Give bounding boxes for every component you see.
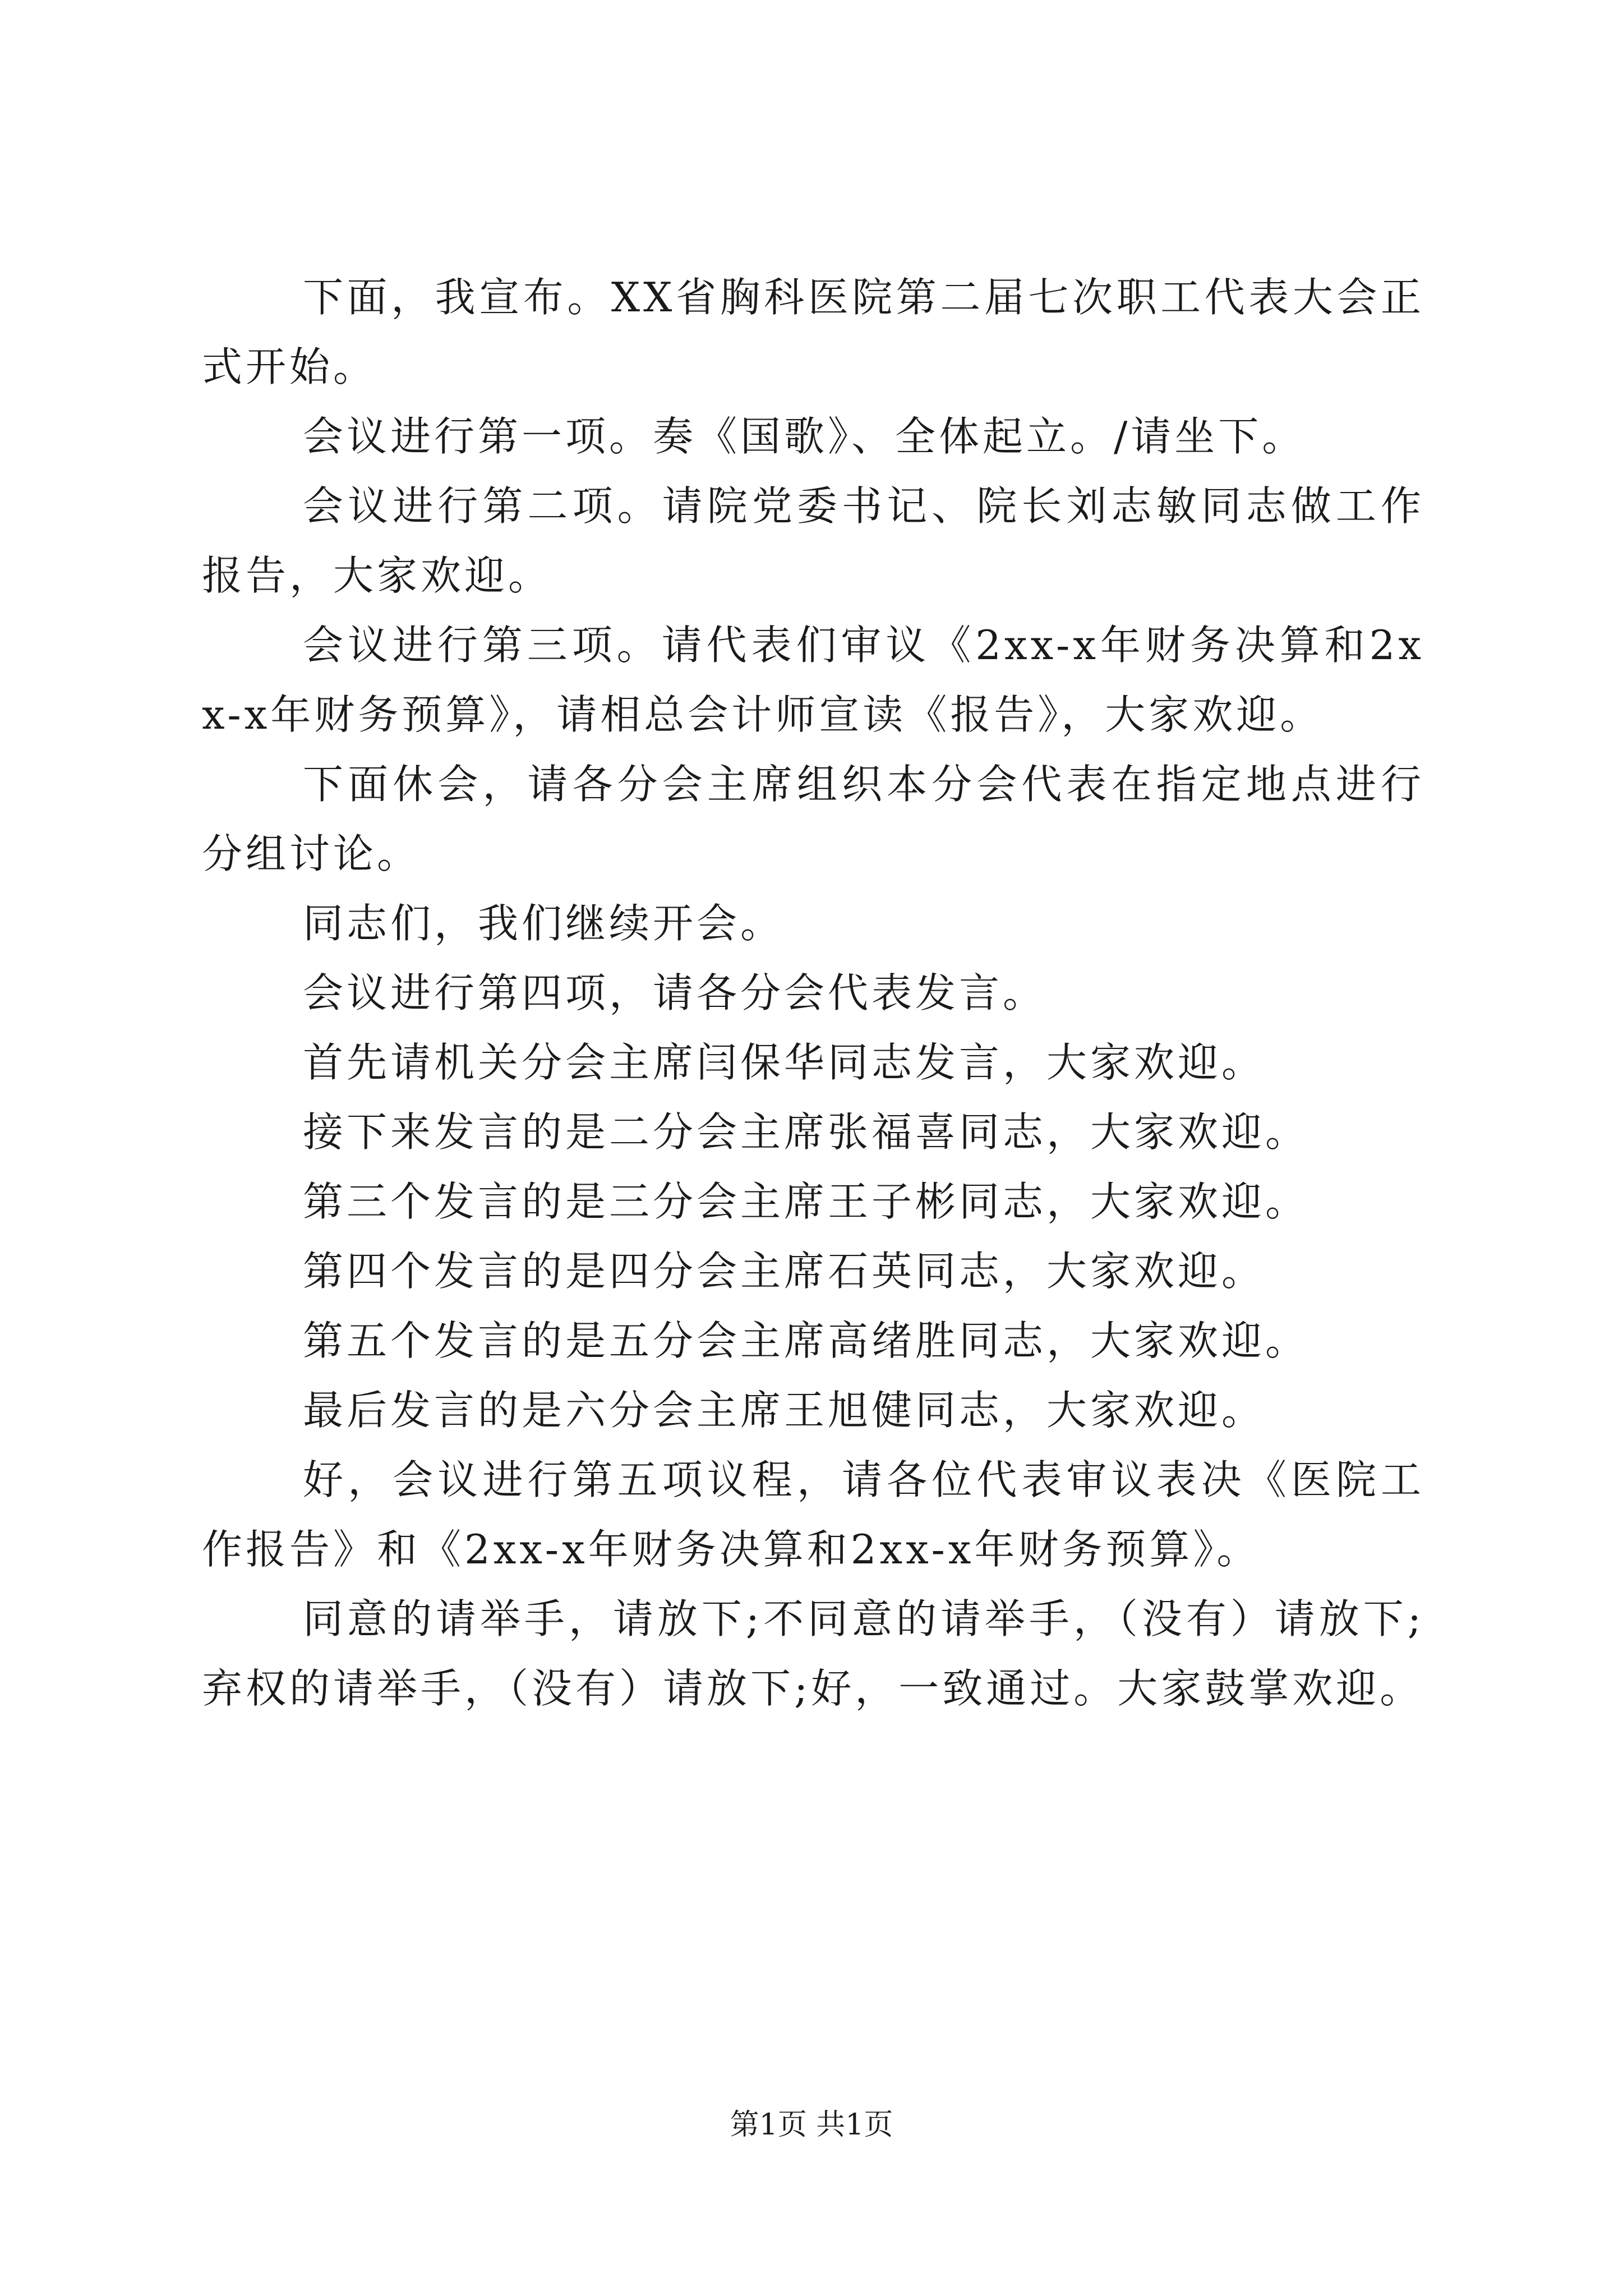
paragraph: 下面休会，请各分会主席组织本分会代表在指定地点进行分组讨论。 xyxy=(202,761,1424,877)
paragraph: 最后发言的是六分会主席王旭健同志，大家欢迎。 xyxy=(303,1387,1266,1434)
paragraph: 第三个发言的是三分会主席王子彬同志，大家欢迎。 xyxy=(303,1178,1310,1225)
paragraph: 第四个发言的是四分会主席石英同志，大家欢迎。 xyxy=(303,1248,1266,1295)
document-body xyxy=(202,263,1424,1723)
paragraph: 会议进行第三项。请代表们审议《2xx-x年财务决算和2xx-x年财务预算》，请相总会计师宣读《报告》，大家欢迎。 xyxy=(202,622,1424,738)
paragraph: 首先请机关分会主席闫保华同志发言，大家欢迎。 xyxy=(303,1039,1266,1086)
paragraph: 好，会议进行第五项议程，请各位代表审议表决《医院工作报告》和《2xx-x年财务决算和2xx-x年财务预算》。 xyxy=(202,1456,1424,1573)
paragraph: 会议进行第二项。请院党委书记、院长刘志敏同志做工作报告，大家欢迎。 xyxy=(202,482,1424,599)
page-number-label: 第1页 共1页 xyxy=(730,2108,893,2142)
paragraph: 接下来发言的是二分会主席张福喜同志，大家欢迎。 xyxy=(303,1108,1310,1156)
paragraph: 第五个发言的是五分会主席高绪胜同志，大家欢迎。 xyxy=(303,1317,1310,1364)
paragraph: 会议进行第一项。奏《国歌》、全体起立。/请坐下。 xyxy=(303,413,1306,460)
paragraph: 同志们，我们继续开会。 xyxy=(303,900,785,947)
page-footer xyxy=(0,2101,1623,2143)
paragraph: 同意的请举手，请放下;不同意的请举手，（没有）请放下;弃权的请举手，（没有）请放下;好，一致通过。大家鼓掌欢迎。 xyxy=(202,1595,1424,1712)
paragraph: 会议进行第四项，请各分会代表发言。 xyxy=(303,969,1047,1016)
paragraph: 下面，我宣布。XX省胸科医院第二届七次职工代表大会正式开始。 xyxy=(202,274,1424,390)
